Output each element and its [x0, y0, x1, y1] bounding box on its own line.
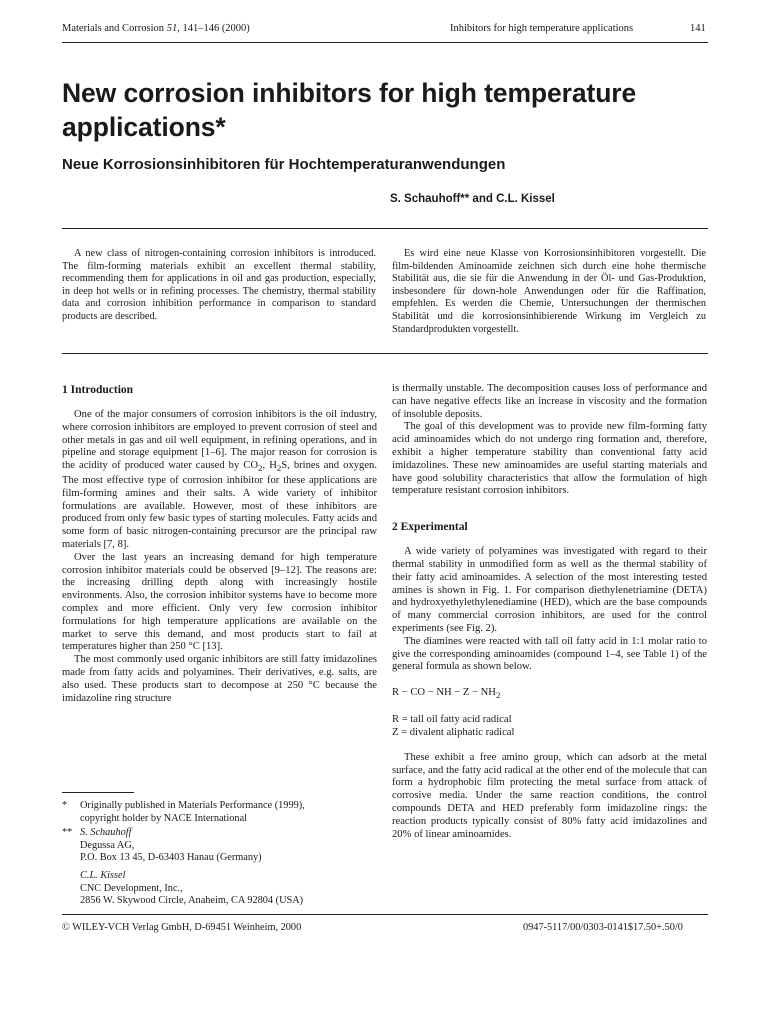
section-heading-introduction: 1 Introduction	[62, 384, 134, 396]
intro-paragraph-3-continued: is thermally unstable. The decomposition causes loss of performance and can have negative effects like an increase in viscosity and the formation of insoluble deposits.	[392, 383, 707, 420]
experimental-paragraph-3: These exhibit a free amino group, which can adsorb at the metal surface, and the fatty acid radical at the other end of the molecule that can form a hydrophobic film protecting the metal surface from attack of corrosive media. Under the same reaction conditions, the control compounds DETA and HED preferably form imidazoline rings: the reaction products typically consist of 80% fatty acid imidazolines and 20% of linear aminoamides.	[392, 751, 707, 840]
paper-title: New corrosion inhibitors for high temperature applications*	[62, 78, 637, 142]
running-title: Inhibitors for high temperature applications	[450, 23, 634, 34]
intro-paragraph-3: The most commonly used organic inhibitors are still fatty imidazolines made from fatty acids and polyamines. Their derivatives, e.g. salts, are also used. These products start to decompose at 250 °C because the imidazoline ring structure	[62, 654, 377, 704]
experimental-paragraph-2: The diamines were reacted with tall oil fatty acid in 1:1 molar ratio to give the corresponding aminoamides (compound 1–4, see Table 1) of the general formula as shown below.	[392, 635, 707, 673]
left-column	[62, 383, 377, 705]
experimental-paragraph-1: A wide variety of polyamines was investigated with regard to their thermal stability in unmodified form as well as the thermal stability of their fatty acid aminoamides. A selection of the most interesting tested amines is shown in Fig. 1. For comparison diethylenetriamine (DETA) and hydroxyethylethylenediamine (HED), which are the base compounds of many commercial corrosion inhibitors, are used for the control experiments (see Fig. 2).	[392, 546, 707, 634]
abstract-german: Es wird eine neue Klasse von Korrosionsinhibitoren vorgestellt. Die film-bildenden Aminoamide zeichnen sich durch eine hohe thermische Stabilität aus, die sie für die Anwendung in der Öl- und Gas-Produktion, insbesondere für down-hole Anwendungen oder für die Raffination, empfehlen. Es werden die Chemie, Untersuchungen der thermischen Stabilität und die korrosionsinhibierende Wirkung im Vergleich zu Standardprodukten vorgestellt.	[392, 248, 706, 335]
paper-subtitle: Neue Korrosionsinhibitoren für Hochtemperaturanwendungen	[62, 156, 506, 173]
volume: 51	[166, 23, 178, 34]
footnote-2: ** S. Schauhoff Degussa AG, P.O. Box 13 45, D-63403 Hanau (Germany) C.L. Kissel CNC Development, Inc., 2856 W. Skywood Circle, Anaheim, CA 92804 (USA)	[62, 827, 304, 907]
page-number: 141	[690, 23, 706, 34]
footnote-1: * Originally published in Materials Performance (1999), copyright holder by NACE International	[62, 800, 305, 824]
author-line: S. Schauhoff** and C.L. Kissel	[390, 193, 555, 205]
author-2-name: C.L. Kissel	[80, 869, 126, 881]
section-heading-experimental: 2 Experimental	[392, 521, 468, 534]
abstract-bottom-rule	[62, 353, 708, 354]
intro-paragraph-4: The goal of this development was to provide new film-forming fatty acid aminoamides which do not undergo ring formation and, therefore, exhibit a higher temperature stability than conventional fatty acid imidazolines. These new aminoamides are useful starting materials and have good solubility characteristics that allow the formulation of high temperature resistant corrosion inhibitors.	[392, 421, 707, 497]
intro-paragraph-1: One of the major consumers of corrosion inhibitors is the oil industry, where corrosion inhibitors are employed to prevent corrosion of steel and other metals in gas and oil well equipment, in refining operations, and in pipeline and storage equipment [1–6]. The major reason for corrosion is the acidity of produced water caused by $CO_2$, $H_2S$, brines and oxygen. The most effective type of corrosion inhibitor for these applications are film-forming amines and their salts. A wide variety of inhibitor formulations are available. However, most of these inhibitors are produced from only few basic types of starting molecules. Fatty acids and some form of basic nitrogen-containing precursor are the principal raw materials [7, 8].	[62, 409, 377, 551]
footnote-rule	[62, 792, 134, 793]
publisher-line: © WILEY-VCH Verlag GmbH, D-69451 Weinheim, 2000	[62, 922, 302, 933]
footnotes	[62, 800, 382, 908]
formula-definition-z: Z = divalent aliphatic radical	[392, 727, 515, 739]
abstract-english: A new class of nitrogen-containing corrosion inhibitors is introduced. The film-forming materials exhibit an excellent thermal stability, recommending them for applications in oil and gas production, especially, in deep hot wells or in refining processes. The chemistry, thermal stability data and corrosion inhibition performance in comparison to standard products are described.	[62, 248, 376, 322]
formula-definition-r: R = tall oil fatty acid radical	[392, 714, 512, 726]
author-1-name: S. Schauhoff	[80, 827, 132, 839]
journal-citation: Materials and Corrosion 51, 141–146 (2000)	[62, 23, 250, 34]
article-code: 0947-5117/00/0303-0141$17.50+.50/0	[523, 922, 683, 933]
abstract-top-rule	[62, 228, 708, 229]
right-column	[392, 383, 707, 841]
footer-rule	[62, 914, 708, 915]
intro-paragraph-2: Over the last years an increasing demand for high temperature corrosion inhibitor materials could be observed [9–12]. The reasons are: the increasing drilling depth along with increasingly hostile environments. Also, the corrosion inhibitor systems have to become more complex and more efficient. Only very few corrosion inhibitor formulations for high temperature applications are available on the market to serve this demand, and most products start to fail at temperatures higher than 250 °C [13].	[62, 551, 377, 653]
general-formula: R − CO − NH − $Z - NH_2$	[392, 687, 501, 701]
header-rule	[62, 42, 708, 43]
